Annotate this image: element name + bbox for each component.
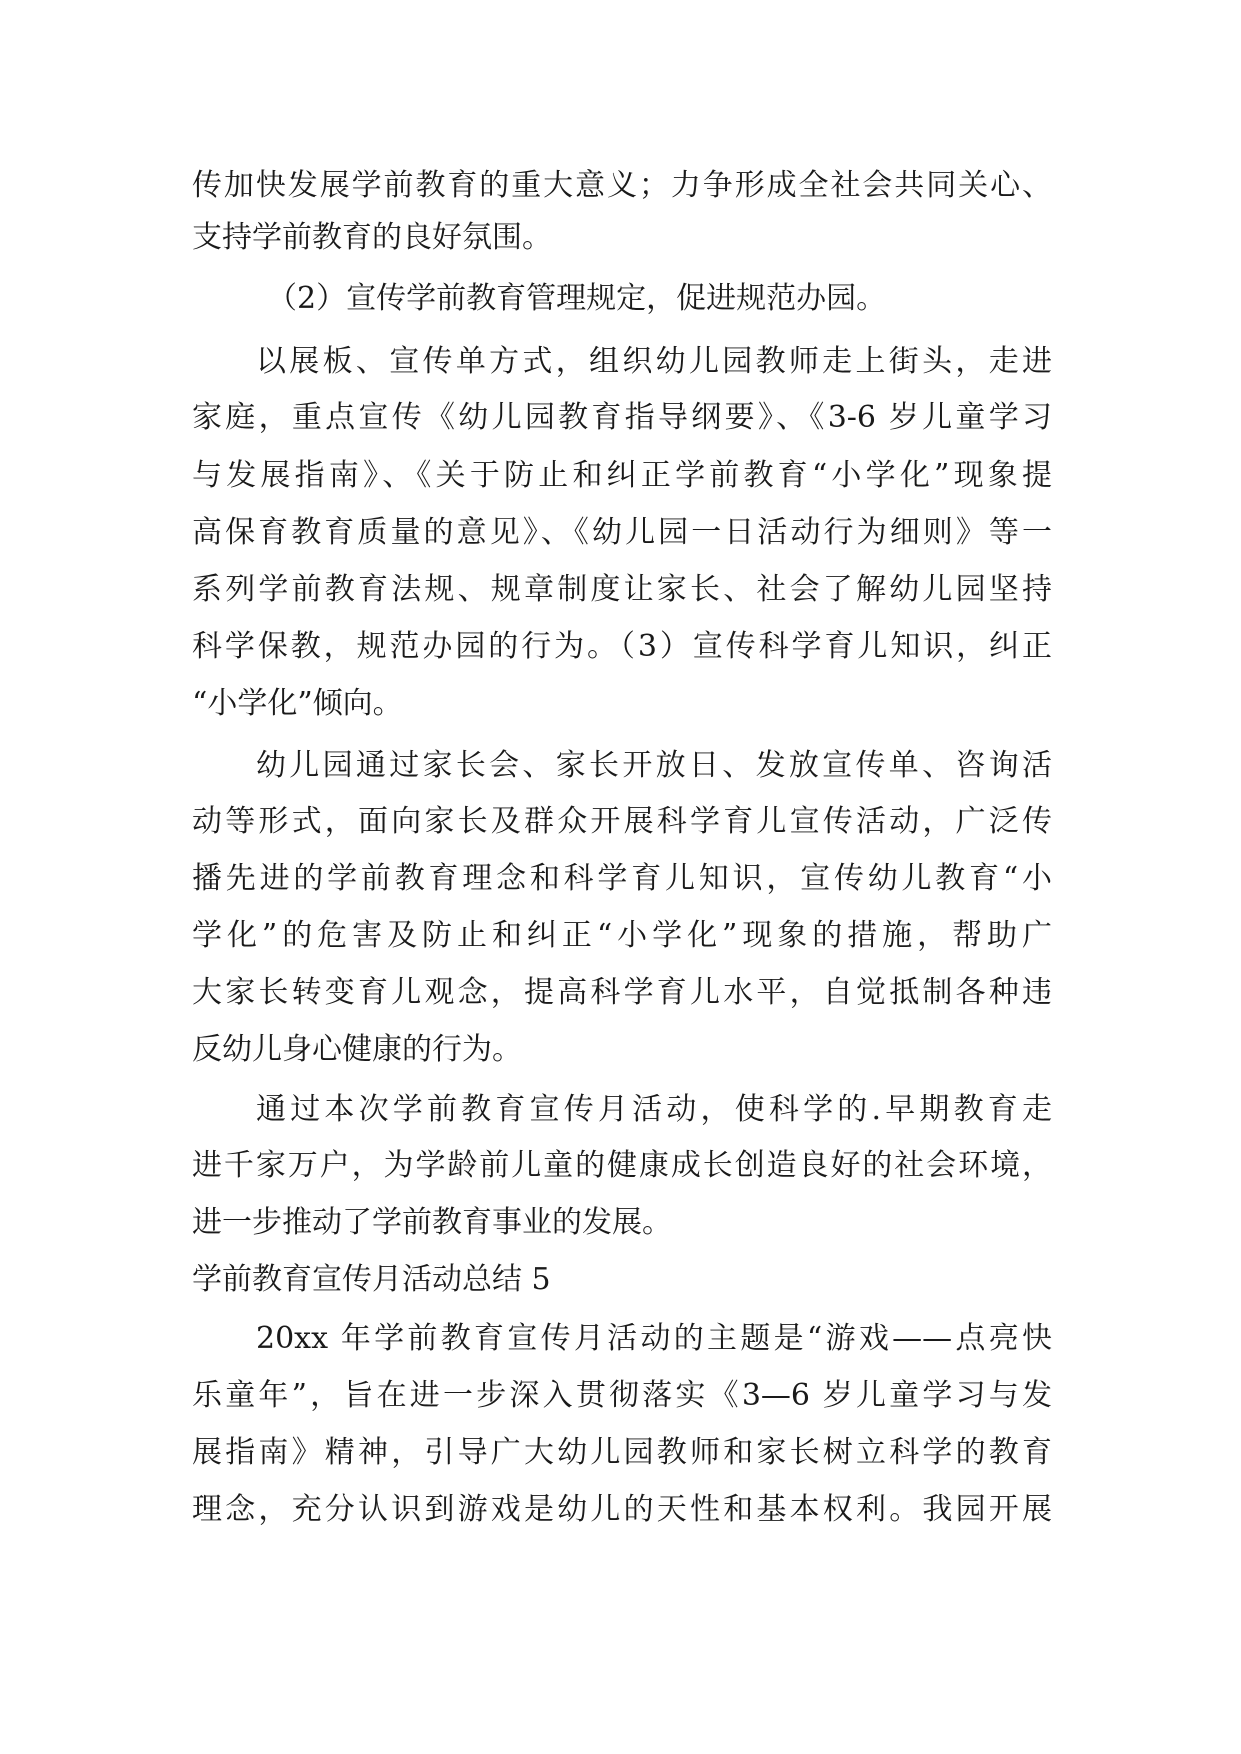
text-line: 进千家万户，为学龄前儿童的健康成长创造良好的社会环境， [192,1148,1052,1183]
text-line: 科学保教，规范办园的行为。（3）宣传科学育儿知识，纠正 [192,629,1052,664]
text-line: 传加快发展学前教育的重大意义；力争形成全社会共同关心、 [192,168,1052,203]
text-line: 展指南》精神，引导广大幼儿园教师和家长树立科学的教育 [192,1435,1052,1470]
text-line: 与发展指南》、《关于防止和纠正学前教育“小学化”现象提 [192,458,1052,493]
text-line: 高保育教育质量的意见》、《幼儿园一日活动行为细则》等一 [192,515,1052,550]
text-line: 反幼儿身心健康的行为。 [192,1032,522,1067]
text-line: 幼儿园通过家长会、家长开放日、发放宣传单、咨询活 [256,748,1052,783]
text-line: 乐童年”，旨在进一步深入贯彻落实《3—6 岁儿童学习与发 [192,1378,1052,1413]
text-line: 以展板、宣传单方式，组织幼儿园教师走上街头，走进 [256,344,1052,379]
text-line: 系列学前教育法规、规章制度让家长、社会了解幼儿园坚持 [192,572,1052,607]
text-line: 动等形式，面向家长及群众开展科学育儿宣传活动，广泛传 [192,804,1052,839]
text-line: 进一步推动了学前教育事业的发展。 [192,1205,672,1240]
text-line: 通过本次学前教育宣传月活动，使科学的.早期教育走 [256,1092,1052,1127]
text-line: 学化”的危害及防止和纠正“小学化”现象的措施，帮助广 [192,918,1052,953]
text-line: 播先进的学前教育理念和科学育儿知识，宣传幼儿教育“小 [192,861,1052,896]
text-line: 20xx 年学前教育宣传月活动的主题是“游戏——点亮快 [256,1321,1052,1356]
text-line: 家庭，重点宣传《幼儿园教育指导纲要》、《3-6 岁儿童学习 [192,400,1052,435]
text-line: 理念，充分认识到游戏是幼儿的天性和基本权利。我园开展 [192,1492,1052,1527]
text-line: “小学化”倾向。 [192,686,403,721]
section-heading: 学前教育宣传月活动总结 5 [192,1262,551,1297]
text-line: 大家长转变育儿观念，提高科学育儿水平，自觉抵制各种违 [192,975,1052,1010]
text-line: （2）宣传学前教育管理规定，促进规范办园。 [267,281,887,316]
text-line: 支持学前教育的良好氛围。 [192,220,552,255]
